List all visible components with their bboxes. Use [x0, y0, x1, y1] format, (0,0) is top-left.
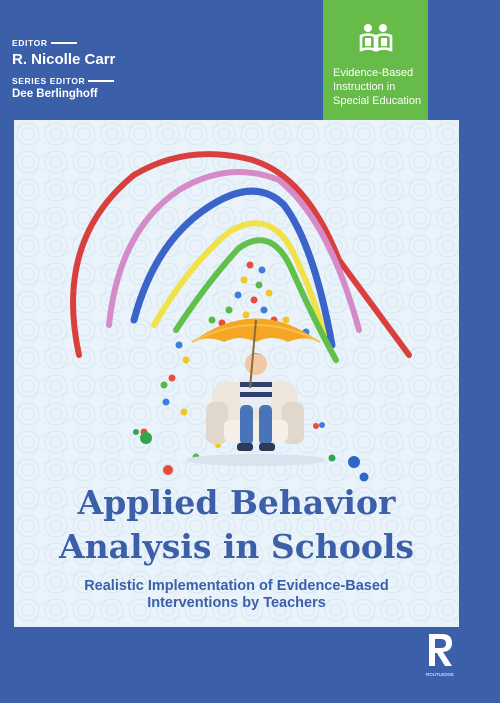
- series-name: Evidence-Based Instruction in Special Education: [333, 67, 422, 107]
- book-subtitle: [0, 578, 473, 612]
- book-title-line2: Analysis in Schools: [59, 527, 414, 566]
- reading-people-icon: [359, 22, 393, 56]
- subtitle-line2: Interventions by Teachers: [147, 595, 326, 611]
- routledge-r-logo: [425, 632, 455, 678]
- series-editor-name: Dee Berlinghoff: [12, 88, 98, 100]
- book-title-line1: Applied Behavior: [77, 483, 396, 522]
- credits-block: [12, 38, 115, 100]
- editor-name: R. Nicolle Carr: [12, 51, 116, 68]
- floor-shadow: [186, 454, 326, 466]
- subtitle-line1: Realistic Implementation of Evidence-Based: [84, 578, 389, 594]
- series-badge: [323, 0, 428, 137]
- editor-role-label: EDITOR: [12, 38, 115, 48]
- series-editor-role-label: SERIES EDITOR: [12, 76, 115, 86]
- publisher-name: ROUTLEDGE: [425, 672, 455, 677]
